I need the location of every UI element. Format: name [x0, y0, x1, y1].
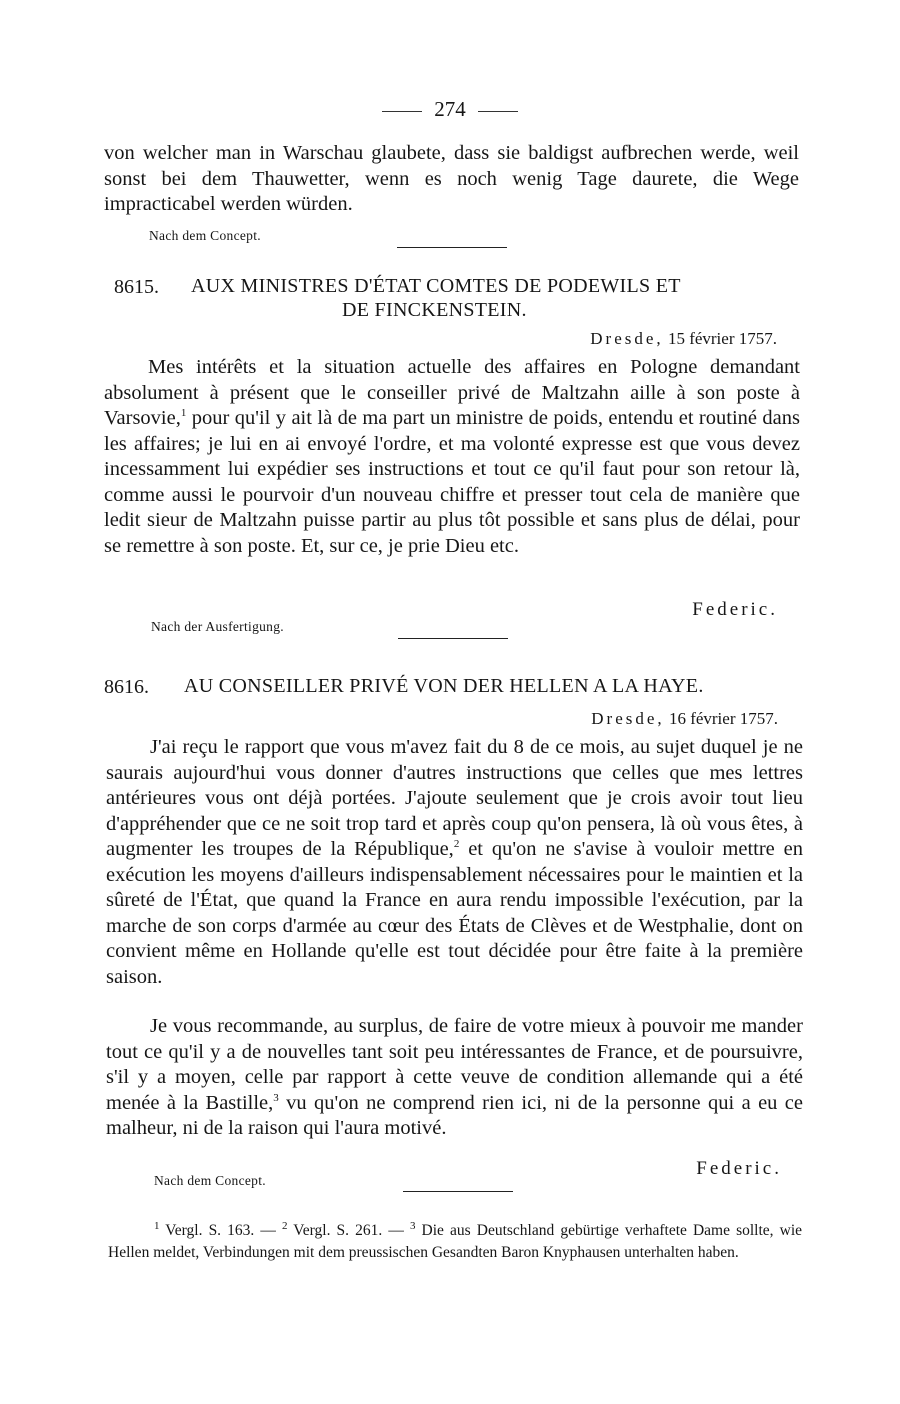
letter-8615-dateline: [590, 329, 777, 349]
letter-8615-title-line1: AUX MINISTRES D'ÉTAT COMTES DE PODEWILS ET: [191, 275, 681, 297]
letter-8616-p2-part2: vu qu'on ne comprend rien ici, ni de la personne qui a eu ce malheur, ni de la raison qui l'aura motivé.: [106, 1091, 803, 1139]
letter-8616-source-note: Nach dem Concept.: [154, 1173, 266, 1188]
footnote-text-2: Vergl. S. 261. —: [287, 1222, 410, 1239]
letter-8616-title: AU CONSEILLER PRIVÉ VON DER HELLEN A LA HAYE.: [184, 675, 704, 697]
letter-8616-number: 8616.: [104, 676, 149, 698]
footnote-text-3: Die aus Deutschland gebürtige verhaftete Dame sollte, wie Hellen meldet, Verbindungen mit dem preussischen Gesandten Baron Knyphausen unterhalten haben.: [108, 1222, 803, 1261]
letter-8615-number: 8615.: [114, 276, 159, 298]
letter-8616-date: 16 février 1757.: [668, 709, 778, 728]
letter-8616-p1-part1: J'ai reçu le rapport que vous m'avez fait du 8 de ce mois, au sujet duquel je ne saurais aujourd'hui vous donner d'autres instructions que celles que mes lettres antérieures vous ont déjà portées. J'ajoute seulement que je crois avoir tout lieu d'appréhender que ce ne soit trop tard et après coup qu'on pensera, là où vous êtes, à augmenter les troupes de la République,: [106, 736, 803, 860]
footnote-marker-2: 2: [281, 1219, 288, 1232]
letter-8615-title-line2: DE FINCKENSTEIN.: [342, 299, 527, 321]
page-number: 274: [434, 97, 466, 121]
letter-8615-date: 15 février 1757.: [667, 329, 777, 348]
section-rule: [398, 638, 508, 639]
letter-8616-paragraph-1: [106, 735, 803, 990]
letter-8615-source-note: Nach der Ausfertigung.: [151, 619, 284, 634]
letter-8615-body: [104, 355, 800, 559]
letter-8615-body-part2: pour qu'il y ait là de ma part un ministre de poids, entendu et routiné dans les affaires; je lui en ai envoyé l'ordre, et ma volonté expresse est que vous devez incessamment lui expédier ses instructions et tout ce qu'il faut pour son retour là, comme aussi le pourvoir d'un nouveau chiffre et presser tout cela de manière que ledit sieur de Maltzahn puisse partir au plus tôt possible et sans plus de délai, pour se remettre à son poste. Et, sur ce, je prie Dieu etc.: [104, 407, 800, 557]
letter-8615-body-part1: Mes intérêts et la situation actuelle des affaires en Pologne demandant absolument à présent que le conseiller privé de Maltzahn aille à son poste à Varsovie,: [104, 356, 800, 429]
intro-paragraph: von welcher man in Warschau glaubete, dass sie baldigst aufbrechen werde, weil sonst bei dem Thauwetter, wenn es noch wenig Tage daurete, die Wege impracticabel werden würden.: [104, 142, 799, 215]
intro-source-note: Nach dem Concept.: [149, 228, 261, 243]
section-rule: [397, 247, 507, 248]
footnote-marker-3: 3: [409, 1219, 416, 1232]
letter-8615-signature: Federic.: [692, 599, 778, 620]
letter-8616-p1-part2: et qu'on ne s'avise à vouloir mettre en exécution les moyens d'ailleurs indispensablement nécessaires pour le maintien et la sûreté de l'État, que quand la France en aura rendu impossible l'exécution, par la marche de son corps d'armée au cœur des États de Clèves et de Westphalie, dont on convient même en Hollande qu'elle est tout décidée pour être faite à la première saison.: [106, 838, 803, 988]
letter-8615-place: Dresde,: [590, 329, 664, 348]
header-dash-right: [478, 111, 518, 112]
header-dash-left: [382, 111, 422, 112]
footnote-ref-2: 2: [453, 838, 460, 851]
footnote-marker-1: 1: [154, 1219, 160, 1232]
section-rule: [403, 1191, 513, 1192]
letter-8616-place: Dresde,: [591, 709, 665, 728]
footnote-ref-1: 1: [180, 407, 187, 420]
footnote-text-1: Vergl. S. 163. —: [159, 1222, 282, 1239]
letter-8616-p2-part1: Je vous recommande, au surplus, de faire de votre mieux à pouvoir me mander tout ce qu'il y a de nouvelles tant soit peu intéressantes de France, et de poursuivre, s'il y a moyen, celle par rapport à cette veuve de condition allemande qui a été menée à la Bastille,: [106, 1015, 803, 1114]
footnotes: [108, 1220, 802, 1263]
letter-8616-paragraph-2: [106, 1014, 803, 1142]
page-header: [0, 97, 900, 122]
letter-8616-dateline: [591, 709, 778, 729]
letter-8616-signature: Federic.: [696, 1158, 782, 1179]
footnote-ref-3: 3: [273, 1091, 279, 1104]
